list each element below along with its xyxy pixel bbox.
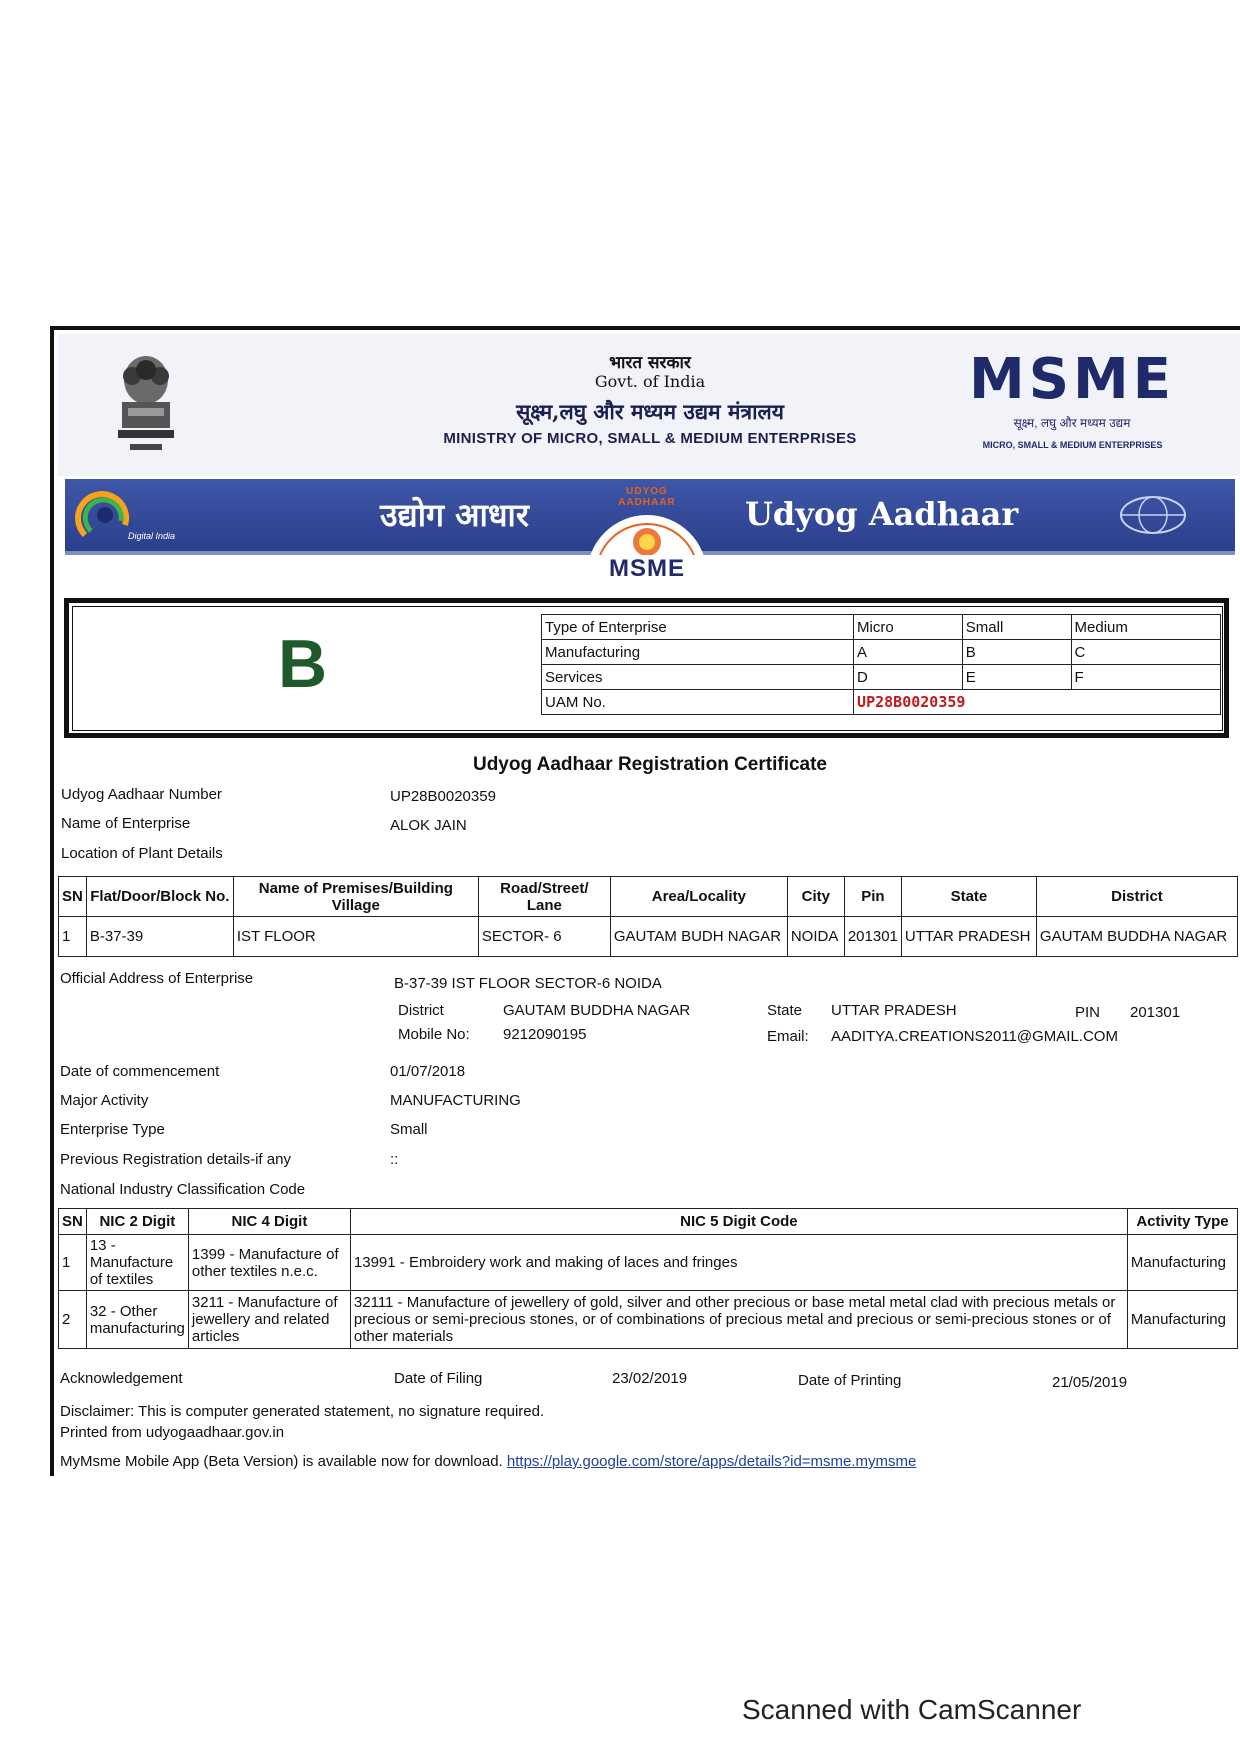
previous-registration-value: :: — [390, 1151, 399, 1168]
nic-row — [59, 1235, 1238, 1291]
msme-logo: MSME — [968, 347, 1176, 412]
uan-label: Udyog Aadhaar Number — [61, 786, 222, 803]
district-value: GAUTAM BUDDHA NAGAR — [503, 1002, 691, 1019]
nic-cell: 32 - Other manufacturing — [86, 1291, 188, 1349]
nic-cell: 1 — [59, 1235, 87, 1291]
ministry-english: MINISTRY OF MICRO, SMALL & MEDIUM ENTERPRISES — [443, 430, 857, 447]
app-note-text: MyMsme Mobile App (Beta Version) is available now for download. — [60, 1453, 503, 1470]
category-cell: C — [1071, 640, 1220, 665]
commencement-label: Date of commencement — [60, 1063, 220, 1080]
category-header-micro: Micro — [854, 615, 963, 640]
category-cell: Manufacturing — [542, 640, 854, 665]
uan-value: UP28B0020359 — [390, 788, 496, 805]
plant-cell: B-37-39 — [86, 917, 233, 957]
category-row-services — [542, 665, 1221, 690]
category-row-manufacturing — [542, 640, 1221, 665]
nic-cell: 3211 - Manufacture of jewellery and related articles — [188, 1291, 350, 1349]
category-cell: Services — [542, 665, 854, 690]
plant-header: State — [901, 877, 1036, 917]
state-label: State — [767, 1002, 803, 1019]
plant-cell: SECTOR- 6 — [478, 917, 610, 957]
plant-header: Pin — [844, 877, 901, 917]
nic-cell: 13991 - Embroidery work and making of laces and fringes — [350, 1235, 1127, 1291]
nic-header: Activity Type — [1127, 1209, 1237, 1235]
banner-hindi-title: उद्योग आधार — [380, 496, 529, 534]
nic-header: NIC 5 Digit Code — [350, 1209, 1127, 1235]
category-cell: B — [962, 640, 1071, 665]
national-emblem-icon — [108, 350, 184, 460]
disclaimer-text: Disclaimer: This is computer generated statement, no signature required. — [60, 1403, 545, 1420]
enterprise-type-label: Enterprise Type — [60, 1121, 165, 1138]
commencement-value: 01/07/2018 — [390, 1063, 466, 1080]
uam-number: UP28B0020359 — [854, 690, 1221, 715]
app-download-link[interactable]: https://play.google.com/store/apps/details?id=msme.mymsme — [506, 1453, 917, 1470]
nic-cell: Manufacturing — [1127, 1235, 1237, 1291]
plant-cell: 201301 — [844, 917, 901, 957]
category-table — [541, 614, 1221, 715]
location-label: Location of Plant Details — [61, 845, 223, 862]
nic-header: NIC 2 Digit — [86, 1209, 188, 1235]
official-address-label: Official Address of Enterprise — [60, 970, 254, 987]
enterprise-type-value: Small — [390, 1121, 428, 1138]
digital-india-icon — [75, 485, 135, 545]
pin-value: 201301 — [1130, 1004, 1181, 1021]
nic-table — [58, 1208, 1238, 1349]
category-cell: F — [1071, 665, 1220, 690]
printing-date-value: 21/05/2019 — [1052, 1374, 1128, 1391]
plant-header-row — [59, 877, 1238, 917]
state-value: UTTAR PRADESH — [831, 1002, 957, 1019]
category-letter: B — [278, 626, 328, 702]
filing-date-label: Date of Filing — [394, 1370, 483, 1387]
plant-header: City — [787, 877, 844, 917]
seal-msme-label: MSME — [582, 555, 712, 583]
major-activity-label: Major Activity — [60, 1092, 149, 1109]
nic-header: NIC 4 Digit — [188, 1209, 350, 1235]
nic-header-row — [59, 1209, 1238, 1235]
digital-india-label: Digital India — [128, 531, 176, 541]
plant-cell: NOIDA — [787, 917, 844, 957]
filing-date-value: 23/02/2019 — [612, 1370, 688, 1387]
globe-icon — [1118, 492, 1188, 538]
nic-cell: 2 — [59, 1291, 87, 1349]
email-label: Email: — [767, 1028, 809, 1045]
plant-cell: GAUTAM BUDDHA NAGAR — [1036, 917, 1237, 957]
uam-label: UAM No. — [542, 690, 854, 715]
nic-cell: 32111 - Manufacture of jewellery of gold, silver and other precious or base metal metal clad with precious metals or precious or semi-precious stones, or of combinations of precious metal and precious or semi-precious stones or of other materials — [350, 1291, 1127, 1349]
district-label: District — [398, 1002, 444, 1019]
seal-ring-text: UDYOG AADHAAR — [618, 486, 676, 508]
plant-cell: IST FLOOR — [233, 917, 478, 957]
msme-hindi-sub: सूक्ष्म, लघु और मध्यम उद्यम — [1013, 416, 1131, 430]
plant-header: SN — [59, 877, 87, 917]
plant-header: District — [1036, 877, 1237, 917]
govt-hindi: भारत सरकार — [609, 353, 691, 373]
mobile-label: Mobile No: — [398, 1026, 470, 1043]
category-row-uam — [542, 690, 1221, 715]
nic-header: SN — [59, 1209, 87, 1235]
ministry-hindi: सूक्ष्म,लघु और मध्यम उद्यम मंत्रालय — [516, 399, 784, 424]
plant-table — [58, 876, 1238, 957]
email-value: AADITYA.CREATIONS2011@GMAIL.COM — [831, 1028, 1118, 1045]
category-header-row — [542, 615, 1221, 640]
previous-registration-label: Previous Registration details-if any — [60, 1151, 291, 1168]
category-header-type: Type of Enterprise — [542, 615, 854, 640]
govt-english: Govt. of India — [594, 372, 706, 391]
category-header-medium: Medium — [1071, 615, 1220, 640]
acknowledgement-label: Acknowledgement — [60, 1370, 183, 1387]
nic-cell: Manufacturing — [1127, 1291, 1237, 1349]
nic-cell: 13 - Manufacture of textiles — [86, 1235, 188, 1291]
plant-header: Flat/Door/Block No. — [86, 877, 233, 917]
plant-cell: 1 — [59, 917, 87, 957]
nic-row — [59, 1291, 1238, 1349]
plant-cell: UTTAR PRADESH — [901, 917, 1036, 957]
category-cell: E — [962, 665, 1071, 690]
plant-cell: GAUTAM BUDH NAGAR — [610, 917, 787, 957]
mobile-value: 9212090195 — [503, 1026, 587, 1043]
msme-english-sub: MICRO, SMALL & MEDIUM ENTERPRISES — [982, 440, 1163, 450]
enterprise-name-label: Name of Enterprise — [61, 815, 191, 832]
category-header-small: Small — [962, 615, 1071, 640]
camscanner-watermark: Scanned with CamScanner — [742, 1694, 1082, 1725]
printed-from-text: Printed from udyogaadhaar.gov.in — [60, 1424, 285, 1441]
plant-header: Road/Street/ Lane — [478, 877, 610, 917]
pin-label: PIN — [1075, 1004, 1101, 1021]
enterprise-name-value: ALOK JAIN — [390, 817, 467, 834]
plant-row — [59, 917, 1238, 957]
nic-cell: 1399 - Manufacture of other textiles n.e.c. — [188, 1235, 350, 1291]
plant-header: Name of Premises/Building Village — [233, 877, 478, 917]
plant-header: Area/Locality — [610, 877, 787, 917]
category-cell: A — [854, 640, 963, 665]
nic-label: National Industry Classification Code — [60, 1181, 306, 1198]
major-activity-value: MANUFACTURING — [390, 1092, 521, 1109]
app-note — [60, 1453, 916, 1470]
official-address-value: B-37-39 IST FLOOR SECTOR-6 NOIDA — [394, 975, 662, 992]
certificate-title: Udyog Aadhaar Registration Certificate — [472, 754, 828, 775]
category-cell: D — [854, 665, 963, 690]
banner-english-title: Udyog Aadhaar — [745, 495, 1019, 533]
printing-date-label: Date of Printing — [798, 1372, 902, 1389]
